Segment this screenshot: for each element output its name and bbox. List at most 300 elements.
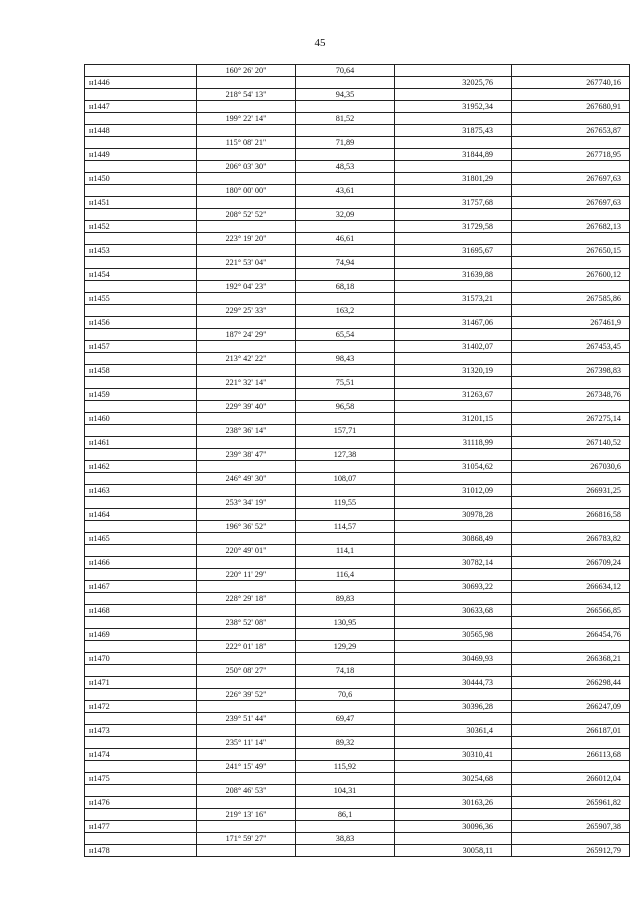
y-coord-cell: 267140,52 bbox=[512, 437, 630, 449]
point-row bbox=[85, 365, 630, 377]
angle-cell: 226° 39' 52" bbox=[197, 689, 296, 701]
segment-row bbox=[85, 521, 630, 533]
length-cell bbox=[296, 629, 395, 641]
length-cell: 69,47 bbox=[296, 713, 395, 725]
x-coord-cell bbox=[395, 113, 512, 125]
angle-cell bbox=[197, 461, 296, 473]
point-name-cell bbox=[85, 65, 197, 77]
length-cell: 32,09 bbox=[296, 209, 395, 221]
y-coord-cell: 266816,58 bbox=[512, 509, 630, 521]
segment-row bbox=[85, 185, 630, 197]
length-cell: 74,94 bbox=[296, 257, 395, 269]
point-row bbox=[85, 341, 630, 353]
x-coord-cell bbox=[395, 833, 512, 845]
y-coord-cell: 267653,87 bbox=[512, 125, 630, 137]
point-name-cell: н1476 bbox=[85, 797, 197, 809]
angle-cell bbox=[197, 725, 296, 737]
y-coord-cell: 266187,01 bbox=[512, 725, 630, 737]
x-coord-cell: 31639,88 bbox=[395, 269, 512, 281]
point-name-cell: н1462 bbox=[85, 461, 197, 473]
point-row bbox=[85, 629, 630, 641]
point-row bbox=[85, 677, 630, 689]
x-coord-cell: 31573,21 bbox=[395, 293, 512, 305]
x-coord-cell: 32025,76 bbox=[395, 77, 512, 89]
length-cell bbox=[296, 725, 395, 737]
x-coord-cell bbox=[395, 65, 512, 77]
length-cell: 89,32 bbox=[296, 737, 395, 749]
point-name-cell: н1454 bbox=[85, 269, 197, 281]
length-cell bbox=[296, 101, 395, 113]
point-row bbox=[85, 269, 630, 281]
length-cell bbox=[296, 173, 395, 185]
point-name-cell bbox=[85, 833, 197, 845]
length-cell bbox=[296, 389, 395, 401]
point-row bbox=[85, 773, 630, 785]
y-coord-cell: 265907,38 bbox=[512, 821, 630, 833]
segment-row bbox=[85, 545, 630, 557]
point-name-cell: н1474 bbox=[85, 749, 197, 761]
point-name-cell: н1448 bbox=[85, 125, 197, 137]
point-name-cell: н1473 bbox=[85, 725, 197, 737]
angle-cell: 250° 08' 27" bbox=[197, 665, 296, 677]
x-coord-cell bbox=[395, 257, 512, 269]
x-coord-cell bbox=[395, 641, 512, 653]
y-coord-cell: 267453,45 bbox=[512, 341, 630, 353]
point-name-cell bbox=[85, 89, 197, 101]
length-cell bbox=[296, 317, 395, 329]
length-cell bbox=[296, 749, 395, 761]
angle-cell bbox=[197, 557, 296, 569]
point-name-cell bbox=[85, 377, 197, 389]
point-row bbox=[85, 701, 630, 713]
segment-row bbox=[85, 449, 630, 461]
angle-cell bbox=[197, 197, 296, 209]
point-row bbox=[85, 725, 630, 737]
point-name-cell: н1469 bbox=[85, 629, 197, 641]
x-coord-cell bbox=[395, 425, 512, 437]
angle-cell: 160° 26' 20" bbox=[197, 65, 296, 77]
angle-cell bbox=[197, 317, 296, 329]
y-coord-cell bbox=[512, 185, 630, 197]
x-coord-cell: 30782,14 bbox=[395, 557, 512, 569]
angle-cell: 238° 52' 08" bbox=[197, 617, 296, 629]
point-name-cell: н1465 bbox=[85, 533, 197, 545]
x-coord-cell bbox=[395, 377, 512, 389]
angle-cell: 253° 34' 19" bbox=[197, 497, 296, 509]
angle-cell bbox=[197, 653, 296, 665]
y-coord-cell bbox=[512, 161, 630, 173]
segment-row bbox=[85, 257, 630, 269]
y-coord-cell: 267682,13 bbox=[512, 221, 630, 233]
point-name-cell bbox=[85, 665, 197, 677]
point-row bbox=[85, 557, 630, 569]
angle-cell bbox=[197, 821, 296, 833]
y-coord-cell: 267697,63 bbox=[512, 197, 630, 209]
x-coord-cell bbox=[395, 233, 512, 245]
point-name-cell: н1458 bbox=[85, 365, 197, 377]
point-name-cell bbox=[85, 521, 197, 533]
y-coord-cell: 267585,86 bbox=[512, 293, 630, 305]
segment-row bbox=[85, 425, 630, 437]
point-name-cell: н1447 bbox=[85, 101, 197, 113]
point-row bbox=[85, 581, 630, 593]
angle-cell bbox=[197, 221, 296, 233]
length-cell: 89,83 bbox=[296, 593, 395, 605]
angle-cell bbox=[197, 437, 296, 449]
length-cell: 43,61 bbox=[296, 185, 395, 197]
segment-row bbox=[85, 305, 630, 317]
y-coord-cell bbox=[512, 809, 630, 821]
point-row bbox=[85, 605, 630, 617]
angle-cell bbox=[197, 629, 296, 641]
y-coord-cell: 266247,09 bbox=[512, 701, 630, 713]
point-name-cell bbox=[85, 137, 197, 149]
point-name-cell: н1478 bbox=[85, 845, 197, 857]
y-coord-cell bbox=[512, 737, 630, 749]
length-cell: 86,1 bbox=[296, 809, 395, 821]
point-name-cell: н1446 bbox=[85, 77, 197, 89]
point-name-cell bbox=[85, 209, 197, 221]
angle-cell bbox=[197, 845, 296, 857]
point-row bbox=[85, 149, 630, 161]
y-coord-cell bbox=[512, 641, 630, 653]
angle-cell: 229° 25' 33" bbox=[197, 305, 296, 317]
x-coord-cell bbox=[395, 785, 512, 797]
y-coord-cell bbox=[512, 377, 630, 389]
length-cell: 74,18 bbox=[296, 665, 395, 677]
y-coord-cell: 266012,04 bbox=[512, 773, 630, 785]
length-cell: 129,29 bbox=[296, 641, 395, 653]
angle-cell: 192° 04' 23" bbox=[197, 281, 296, 293]
angle-cell bbox=[197, 773, 296, 785]
y-coord-cell: 267650,15 bbox=[512, 245, 630, 257]
length-cell: 116,4 bbox=[296, 569, 395, 581]
angle-cell: 206° 03' 30" bbox=[197, 161, 296, 173]
point-name-cell bbox=[85, 737, 197, 749]
angle-cell: 228° 29' 18" bbox=[197, 593, 296, 605]
point-name-cell: н1470 bbox=[85, 653, 197, 665]
length-cell: 38,83 bbox=[296, 833, 395, 845]
segment-row bbox=[85, 641, 630, 653]
y-coord-cell bbox=[512, 473, 630, 485]
angle-cell: 229° 39' 40" bbox=[197, 401, 296, 413]
y-coord-cell: 267718,95 bbox=[512, 149, 630, 161]
angle-cell bbox=[197, 701, 296, 713]
y-coord-cell: 267740,16 bbox=[512, 77, 630, 89]
point-name-cell: н1452 bbox=[85, 221, 197, 233]
segment-row bbox=[85, 353, 630, 365]
point-name-cell bbox=[85, 305, 197, 317]
point-row bbox=[85, 653, 630, 665]
point-name-cell bbox=[85, 593, 197, 605]
angle-cell: 223° 19' 20" bbox=[197, 233, 296, 245]
point-name-cell bbox=[85, 689, 197, 701]
point-row bbox=[85, 77, 630, 89]
x-coord-cell bbox=[395, 593, 512, 605]
point-name-cell: н1475 bbox=[85, 773, 197, 785]
x-coord-cell: 30444,73 bbox=[395, 677, 512, 689]
y-coord-cell bbox=[512, 689, 630, 701]
angle-cell bbox=[197, 605, 296, 617]
y-coord-cell: 267348,76 bbox=[512, 389, 630, 401]
x-coord-cell bbox=[395, 713, 512, 725]
point-name-cell: н1455 bbox=[85, 293, 197, 305]
length-cell bbox=[296, 461, 395, 473]
y-coord-cell bbox=[512, 521, 630, 533]
length-cell: 119,55 bbox=[296, 497, 395, 509]
x-coord-cell bbox=[395, 497, 512, 509]
coordinates-table bbox=[84, 64, 630, 857]
length-cell bbox=[296, 269, 395, 281]
length-cell: 70,6 bbox=[296, 689, 395, 701]
segment-row bbox=[85, 809, 630, 821]
angle-cell: 220° 49' 01" bbox=[197, 545, 296, 557]
point-name-cell bbox=[85, 809, 197, 821]
length-cell: 108,07 bbox=[296, 473, 395, 485]
y-coord-cell: 266931,25 bbox=[512, 485, 630, 497]
length-cell bbox=[296, 581, 395, 593]
x-coord-cell bbox=[395, 209, 512, 221]
angle-cell: 180° 00' 00" bbox=[197, 185, 296, 197]
y-coord-cell bbox=[512, 569, 630, 581]
x-coord-cell bbox=[395, 761, 512, 773]
y-coord-cell: 266566,85 bbox=[512, 605, 630, 617]
x-coord-cell: 30693,22 bbox=[395, 581, 512, 593]
length-cell: 114,57 bbox=[296, 521, 395, 533]
x-coord-cell: 31201,15 bbox=[395, 413, 512, 425]
x-coord-cell bbox=[395, 545, 512, 557]
segment-row bbox=[85, 209, 630, 221]
point-name-cell: н1449 bbox=[85, 149, 197, 161]
point-name-cell: н1460 bbox=[85, 413, 197, 425]
length-cell bbox=[296, 293, 395, 305]
length-cell: 127,38 bbox=[296, 449, 395, 461]
length-cell: 65,54 bbox=[296, 329, 395, 341]
y-coord-cell bbox=[512, 713, 630, 725]
x-coord-cell: 31695,67 bbox=[395, 245, 512, 257]
x-coord-cell: 30058,11 bbox=[395, 845, 512, 857]
y-coord-cell bbox=[512, 281, 630, 293]
length-cell: 115,92 bbox=[296, 761, 395, 773]
segment-row bbox=[85, 737, 630, 749]
x-coord-cell: 30978,28 bbox=[395, 509, 512, 521]
length-cell: 157,71 bbox=[296, 425, 395, 437]
point-name-cell: н1471 bbox=[85, 677, 197, 689]
segment-row bbox=[85, 569, 630, 581]
y-coord-cell bbox=[512, 593, 630, 605]
point-name-cell: н1472 bbox=[85, 701, 197, 713]
point-row bbox=[85, 221, 630, 233]
x-coord-cell bbox=[395, 401, 512, 413]
y-coord-cell bbox=[512, 785, 630, 797]
angle-cell bbox=[197, 485, 296, 497]
y-coord-cell bbox=[512, 833, 630, 845]
point-name-cell: н1450 bbox=[85, 173, 197, 185]
point-name-cell: н1467 bbox=[85, 581, 197, 593]
angle-cell bbox=[197, 677, 296, 689]
point-row bbox=[85, 437, 630, 449]
angle-cell: 241° 15' 49" bbox=[197, 761, 296, 773]
length-cell bbox=[296, 677, 395, 689]
angle-cell: 208° 46' 53" bbox=[197, 785, 296, 797]
point-name-cell bbox=[85, 425, 197, 437]
x-coord-cell bbox=[395, 89, 512, 101]
point-row bbox=[85, 461, 630, 473]
x-coord-cell: 31757,68 bbox=[395, 197, 512, 209]
segment-row bbox=[85, 329, 630, 341]
x-coord-cell: 31729,58 bbox=[395, 221, 512, 233]
y-coord-cell: 266298,44 bbox=[512, 677, 630, 689]
x-coord-cell bbox=[395, 449, 512, 461]
coordinates-table-body bbox=[85, 65, 630, 857]
x-coord-cell: 30361,4 bbox=[395, 725, 512, 737]
angle-cell: 213° 42' 22" bbox=[197, 353, 296, 365]
length-cell bbox=[296, 437, 395, 449]
segment-row bbox=[85, 497, 630, 509]
y-coord-cell bbox=[512, 209, 630, 221]
point-row bbox=[85, 533, 630, 545]
point-name-cell: н1477 bbox=[85, 821, 197, 833]
point-name-cell: н1463 bbox=[85, 485, 197, 497]
x-coord-cell: 30096,36 bbox=[395, 821, 512, 833]
y-coord-cell: 266634,12 bbox=[512, 581, 630, 593]
length-cell bbox=[296, 797, 395, 809]
segment-row bbox=[85, 113, 630, 125]
y-coord-cell bbox=[512, 353, 630, 365]
x-coord-cell: 30868,49 bbox=[395, 533, 512, 545]
x-coord-cell: 30163,26 bbox=[395, 797, 512, 809]
y-coord-cell bbox=[512, 497, 630, 509]
y-coord-cell: 267697,63 bbox=[512, 173, 630, 185]
length-cell bbox=[296, 485, 395, 497]
angle-cell bbox=[197, 245, 296, 257]
y-coord-cell bbox=[512, 233, 630, 245]
length-cell bbox=[296, 653, 395, 665]
angle-cell: 218° 54' 13" bbox=[197, 89, 296, 101]
angle-cell: 171° 59' 27" bbox=[197, 833, 296, 845]
point-name-cell bbox=[85, 497, 197, 509]
point-row bbox=[85, 749, 630, 761]
length-cell bbox=[296, 845, 395, 857]
point-row bbox=[85, 485, 630, 497]
angle-cell bbox=[197, 797, 296, 809]
y-coord-cell: 266368,21 bbox=[512, 653, 630, 665]
y-coord-cell: 266709,24 bbox=[512, 557, 630, 569]
angle-cell: 219° 13' 16" bbox=[197, 809, 296, 821]
x-coord-cell bbox=[395, 689, 512, 701]
angle-cell bbox=[197, 413, 296, 425]
x-coord-cell: 31875,43 bbox=[395, 125, 512, 137]
y-coord-cell: 265961,82 bbox=[512, 797, 630, 809]
point-name-cell: н1466 bbox=[85, 557, 197, 569]
point-name-cell bbox=[85, 113, 197, 125]
length-cell: 114,1 bbox=[296, 545, 395, 557]
length-cell bbox=[296, 77, 395, 89]
y-coord-cell: 265912,79 bbox=[512, 845, 630, 857]
x-coord-cell: 31402,07 bbox=[395, 341, 512, 353]
length-cell bbox=[296, 557, 395, 569]
angle-cell bbox=[197, 293, 296, 305]
angle-cell bbox=[197, 389, 296, 401]
point-row bbox=[85, 821, 630, 833]
angle-cell bbox=[197, 173, 296, 185]
x-coord-cell bbox=[395, 353, 512, 365]
length-cell bbox=[296, 125, 395, 137]
point-name-cell bbox=[85, 401, 197, 413]
angle-cell: 246° 49' 30" bbox=[197, 473, 296, 485]
point-name-cell bbox=[85, 233, 197, 245]
point-row bbox=[85, 317, 630, 329]
x-coord-cell: 31801,29 bbox=[395, 173, 512, 185]
segment-row bbox=[85, 713, 630, 725]
y-coord-cell: 266454,76 bbox=[512, 629, 630, 641]
length-cell: 98,43 bbox=[296, 353, 395, 365]
angle-cell: 208° 52' 52" bbox=[197, 209, 296, 221]
angle-cell: 220° 11' 29" bbox=[197, 569, 296, 581]
length-cell: 75,51 bbox=[296, 377, 395, 389]
x-coord-cell bbox=[395, 329, 512, 341]
y-coord-cell bbox=[512, 89, 630, 101]
x-coord-cell: 31118,99 bbox=[395, 437, 512, 449]
segment-row bbox=[85, 281, 630, 293]
y-coord-cell: 267275,14 bbox=[512, 413, 630, 425]
x-coord-cell: 30310,41 bbox=[395, 749, 512, 761]
y-coord-cell bbox=[512, 761, 630, 773]
length-cell bbox=[296, 245, 395, 257]
x-coord-cell: 30633,68 bbox=[395, 605, 512, 617]
y-coord-cell bbox=[512, 425, 630, 437]
y-coord-cell bbox=[512, 401, 630, 413]
point-name-cell: н1468 bbox=[85, 605, 197, 617]
segment-row bbox=[85, 761, 630, 773]
point-name-cell bbox=[85, 569, 197, 581]
angle-cell bbox=[197, 533, 296, 545]
x-coord-cell bbox=[395, 473, 512, 485]
length-cell: 104,31 bbox=[296, 785, 395, 797]
y-coord-cell: 266113,68 bbox=[512, 749, 630, 761]
angle-cell bbox=[197, 749, 296, 761]
point-row bbox=[85, 797, 630, 809]
x-coord-cell: 30565,98 bbox=[395, 629, 512, 641]
segment-row bbox=[85, 833, 630, 845]
length-cell: 130,95 bbox=[296, 617, 395, 629]
y-coord-cell bbox=[512, 65, 630, 77]
point-name-cell: н1451 bbox=[85, 197, 197, 209]
point-name-cell bbox=[85, 353, 197, 365]
length-cell bbox=[296, 221, 395, 233]
point-name-cell bbox=[85, 257, 197, 269]
y-coord-cell bbox=[512, 665, 630, 677]
point-name-cell bbox=[85, 545, 197, 557]
point-row bbox=[85, 509, 630, 521]
point-row bbox=[85, 125, 630, 137]
x-coord-cell bbox=[395, 305, 512, 317]
length-cell bbox=[296, 413, 395, 425]
point-name-cell bbox=[85, 761, 197, 773]
angle-cell: 221° 32' 14" bbox=[197, 377, 296, 389]
x-coord-cell: 30469,93 bbox=[395, 653, 512, 665]
segment-row bbox=[85, 65, 630, 77]
x-coord-cell: 30396,28 bbox=[395, 701, 512, 713]
length-cell bbox=[296, 509, 395, 521]
point-row bbox=[85, 293, 630, 305]
point-name-cell: н1464 bbox=[85, 509, 197, 521]
length-cell bbox=[296, 773, 395, 785]
x-coord-cell bbox=[395, 137, 512, 149]
segment-row bbox=[85, 665, 630, 677]
x-coord-cell: 31263,67 bbox=[395, 389, 512, 401]
length-cell bbox=[296, 821, 395, 833]
